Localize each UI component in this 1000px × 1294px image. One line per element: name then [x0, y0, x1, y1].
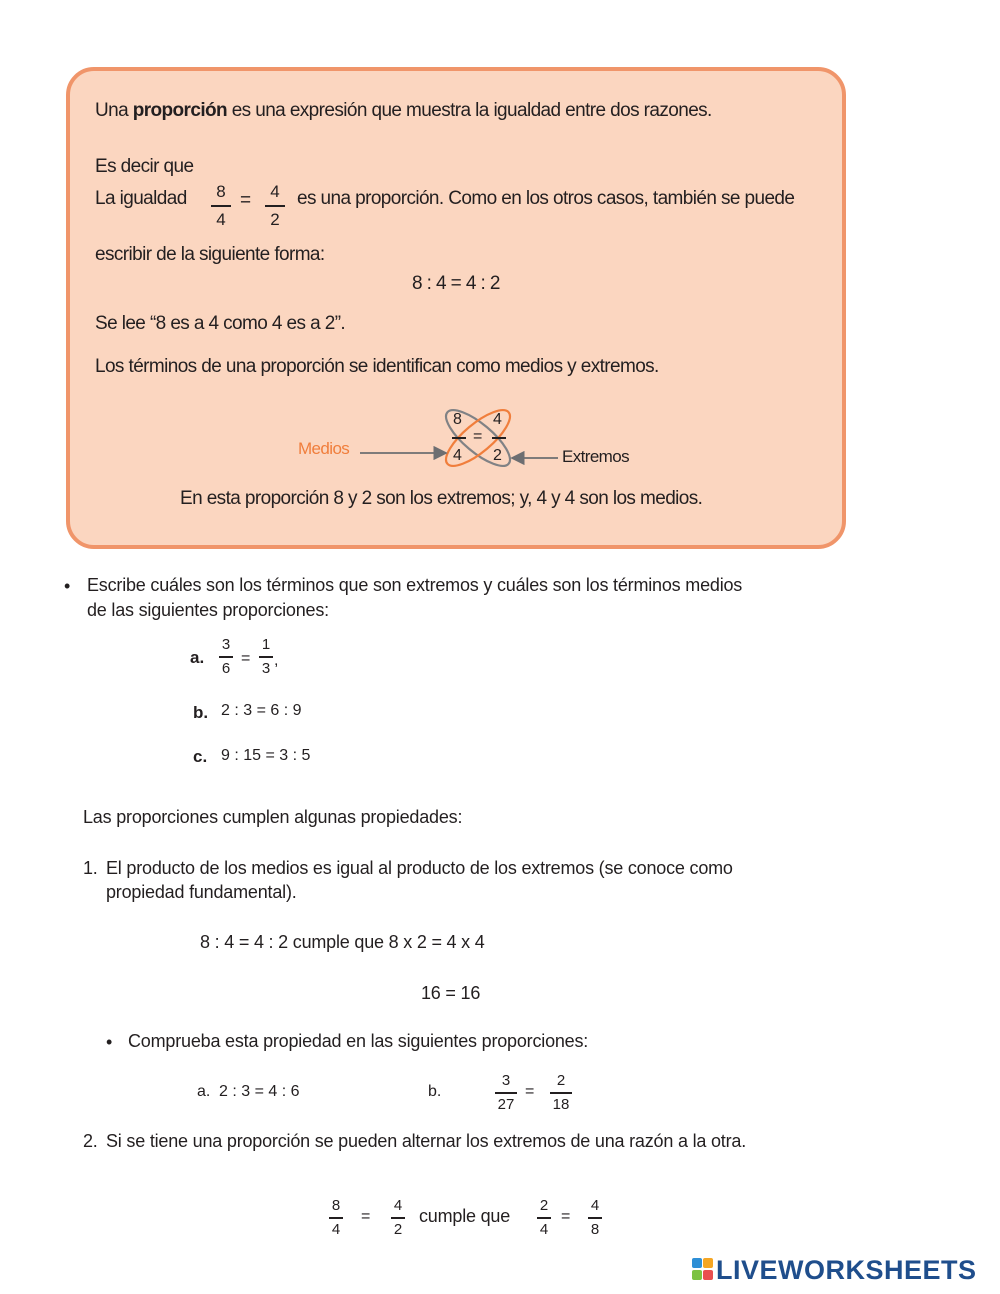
item-a-fraction-1: 3 6	[215, 636, 237, 678]
diagram-top-right: 4	[493, 411, 502, 428]
property-2-fraction-3: 2 4	[533, 1197, 555, 1239]
check-b-fraction-1: 3 27	[491, 1072, 521, 1114]
logo-square-icon	[703, 1270, 713, 1280]
logo-square-icon	[692, 1258, 702, 1268]
definition-text: Una proporción es una expresión que muestra la igualdad entre dos razones.	[95, 100, 712, 121]
property-1-example-2: 16 = 16	[421, 983, 481, 1003]
item-a-equals: =	[241, 650, 251, 667]
igualdad-post-text: es una proporción. Como en los otros casos, también se puede	[297, 188, 795, 209]
item-b-label: b.	[193, 703, 209, 722]
property-1-number: 1.	[83, 858, 98, 878]
property-2-fraction-2: 4 2	[387, 1197, 409, 1239]
ratio-form: 8 : 4 = 4 : 2	[412, 273, 500, 294]
check-b-fraction-2: 2 18	[546, 1072, 576, 1114]
diagram-equals: =	[473, 428, 482, 445]
property-2-equals-1: =	[361, 1208, 371, 1225]
check-a-label: a.	[197, 1083, 211, 1100]
es-decir-text: Es decir que	[95, 156, 194, 177]
medios-label: Medios	[298, 439, 350, 458]
check-bullet: •	[106, 1032, 113, 1052]
item-a-comma: ,	[274, 652, 279, 669]
diagram-bottom-left: 4	[453, 447, 462, 464]
logo-text: LIVEWORKSHEETS	[716, 1255, 977, 1285]
property-2-fraction-1: 8 4	[325, 1197, 347, 1239]
exercise-line-2: de las siguientes proporciones:	[87, 600, 329, 620]
property-2-number: 2.	[83, 1131, 98, 1151]
escribir-text: escribir de la siguiente forma:	[95, 244, 325, 265]
se-lee-text: Se lee “8 es a 4 como 4 es a 2”.	[95, 313, 346, 334]
exercise-bullet: •	[64, 576, 71, 596]
exercise-line-1: Escribe cuáles son los términos que son extremos y cuáles son los términos medios	[87, 575, 743, 595]
item-b-expression: 2 : 3 = 6 : 9	[221, 702, 302, 719]
property-2-text: Si se tiene una proporción se pueden alternar los extremos de una razón a la otra.	[106, 1131, 747, 1151]
check-b-label: b.	[428, 1083, 442, 1100]
fraction-8-4: 8 4	[208, 181, 234, 231]
property-2-fraction-4: 4 8	[584, 1197, 606, 1239]
conclusion-text: En esta proporción 8 y 2 son los extremos; y, 4 y 4 son los medios.	[180, 488, 703, 509]
extremos-label: Extremos	[562, 447, 629, 466]
igualdad-label: La igualdad	[95, 188, 187, 209]
fraction-4-2: 4 2	[262, 181, 288, 231]
terminos-text: Los términos de una proporción se identifican como medios y extremos.	[95, 356, 659, 377]
property-1-example-1: 8 : 4 = 4 : 2 cumple que 8 x 2 = 4 x 4	[200, 932, 485, 952]
logo-square-icon	[692, 1270, 702, 1280]
check-b-equals: =	[525, 1083, 535, 1100]
item-a-fraction-2: 1 3	[255, 636, 277, 678]
property-2-cumple: cumple que	[419, 1206, 511, 1226]
diagram-bottom-right: 2	[493, 447, 502, 464]
item-a-label: a.	[190, 648, 205, 667]
logo-square-icon	[703, 1258, 713, 1268]
property-2-equals-2: =	[561, 1208, 571, 1225]
properties-intro: Las proporciones cumplen algunas propiedades:	[83, 807, 463, 827]
check-a-expression: 2 : 3 = 4 : 6	[219, 1083, 300, 1100]
equals-sign: =	[240, 190, 251, 211]
item-c-expression: 9 : 15 = 3 : 5	[221, 747, 311, 764]
check-text: Comprueba esta propiedad en las siguientes proporciones:	[128, 1031, 589, 1051]
item-c-label: c.	[193, 747, 208, 766]
diagram-top-left: 8	[453, 411, 462, 428]
property-1-line-1: El producto de los medios es igual al producto de los extremos (se conoce como	[106, 858, 733, 878]
property-1-line-2: propiedad fundamental).	[106, 882, 297, 902]
proporcion-term: proporción	[132, 100, 228, 121]
